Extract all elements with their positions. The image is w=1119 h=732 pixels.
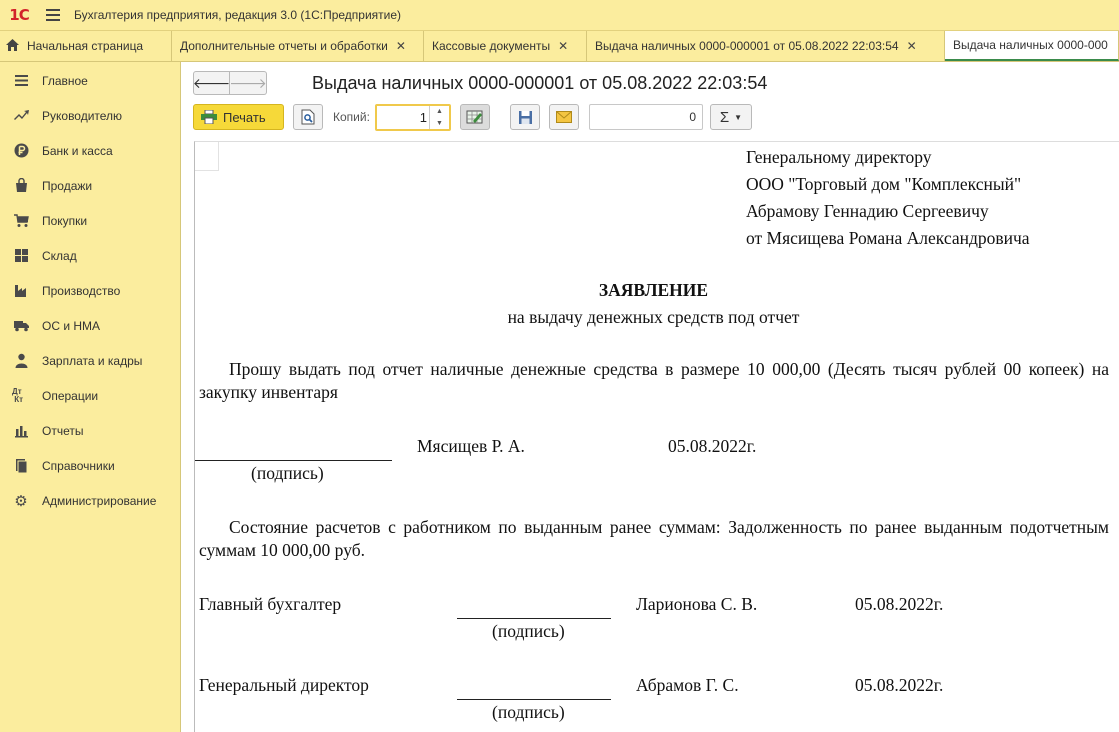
print-button-label: Печать <box>223 109 266 125</box>
app-logo[interactable] <box>0 0 38 31</box>
menu-lines-icon <box>12 72 30 90</box>
arrow-left-icon: 🡐 <box>192 74 231 91</box>
sum-mode-button[interactable] <box>710 104 752 130</box>
printer-icon <box>201 110 217 124</box>
edit-mode-button[interactable] <box>460 104 490 130</box>
sidebar-item-label: Банк и касса <box>42 143 113 158</box>
forward-button[interactable] <box>230 71 267 95</box>
addressee-block <box>746 144 1030 252</box>
books-icon <box>12 457 30 475</box>
sidebar-item-catalogs[interactable] <box>0 448 180 483</box>
applicant-signature-line <box>195 460 392 461</box>
sidebar-item-reports[interactable] <box>0 413 180 448</box>
signature-caption: (подпись) <box>492 621 565 641</box>
tab-label: Кассовые документы <box>432 39 551 53</box>
sidebar-item-bank[interactable] <box>0 133 180 168</box>
applicant-name: Мясищев Р. А. <box>417 436 525 456</box>
envelope-icon <box>556 111 572 123</box>
sidebar-item-label: Руководителю <box>42 108 123 123</box>
request-paragraph: Прошу выдать под отчет наличные денежные средства в размере 10 000,00 (Десять тысяч рублей 00 копеек) на закупку инвентаря <box>199 359 1109 402</box>
stepper-down-icon[interactable]: ▼ <box>436 119 443 127</box>
sidebar-item-warehouse[interactable] <box>0 238 180 273</box>
send-email-button[interactable] <box>549 104 579 130</box>
sidebar-item-manager[interactable] <box>0 98 180 133</box>
home-icon <box>6 39 19 54</box>
sidebar-item-label: Зарплата и кадры <box>42 353 143 368</box>
cart-icon <box>12 212 30 230</box>
print-toolbar <box>193 104 1113 131</box>
gear-icon: ⚙ <box>14 492 28 510</box>
signature-caption: (подпись) <box>492 702 565 722</box>
statement-heading: ЗАЯВЛЕНИЕ <box>598 280 709 300</box>
copies-input[interactable] <box>375 104 451 131</box>
ruble-coin-icon <box>12 142 30 160</box>
director-title: Генеральный директор <box>199 675 369 695</box>
sidebar-item-main[interactable] <box>0 63 180 98</box>
tab-cash-issue-document[interactable] <box>587 31 945 61</box>
printed-form[interactable] <box>194 141 1119 732</box>
director-name: Абрамов Г. С. <box>636 675 739 695</box>
sidebar-item-label: Склад <box>42 248 77 263</box>
sections-sidebar <box>0 62 181 732</box>
page-title: Выдача наличных 0000-000001 от 05.08.2022 22:03:54 <box>312 73 768 93</box>
sidebar-item-label: Отчеты <box>42 423 84 438</box>
copies-value: 1 <box>419 110 427 125</box>
back-button[interactable] <box>193 71 230 95</box>
tab-cash-documents[interactable] <box>424 31 587 61</box>
dropdown-arrow-icon: ▼ <box>734 112 743 122</box>
person-icon <box>12 352 30 370</box>
save-button[interactable] <box>510 104 540 130</box>
arrow-right-icon: 🡒 <box>229 74 267 91</box>
preview-icon <box>301 109 315 125</box>
chief-accountant-name: Ларионова С. В. <box>636 594 758 614</box>
sidebar-item-salary[interactable] <box>0 343 180 378</box>
copies-stepper[interactable] <box>429 106 449 129</box>
applicant-date: 05.08.2022г. <box>668 436 757 456</box>
sidebar-item-operations[interactable] <box>0 378 180 413</box>
factory-icon <box>12 282 30 300</box>
settlement-paragraph: Состояние расчетов с работником по выданным ранее суммам: Задолженность по ранее выданным подотчетным суммам 10 000,00 руб. <box>199 517 1109 560</box>
sidebar-item-label: Продажи <box>42 178 93 193</box>
tab-home[interactable] <box>0 31 172 61</box>
save-icon <box>518 110 533 125</box>
addressee-line: Абрамову Геннадию Сергеевичу <box>746 201 989 221</box>
chief-accountant-title: Главный бухгалтер <box>199 594 342 614</box>
truck-icon <box>12 317 30 335</box>
sigma-icon: Σ <box>719 108 730 126</box>
sum-field[interactable]: 0 <box>589 104 703 130</box>
tab-label: Начальная страница <box>27 39 144 53</box>
document-window <box>181 62 1119 732</box>
copies-label: Копий: <box>333 110 370 124</box>
close-icon[interactable]: ✕ <box>906 39 917 53</box>
sheet-corner-cell <box>195 142 219 171</box>
addressee-line: Генеральному директору <box>746 147 932 167</box>
warehouse-grid-icon <box>12 247 30 265</box>
addressee-line: ООО "Торговый дом "Комплексный" <box>746 174 1022 194</box>
edit-table-icon <box>466 109 484 125</box>
sidebar-item-production[interactable] <box>0 273 180 308</box>
sidebar-item-label: Покупки <box>42 213 88 228</box>
addressee-line: от Мясищева Романа Александровича <box>746 228 1030 248</box>
director-date: 05.08.2022г. <box>855 675 944 695</box>
tab-cash-issue-print[interactable] <box>945 31 1119 61</box>
tab-label: Выдача наличных 0000-000 <box>953 38 1108 52</box>
dt-kt-icon: Дт Кт <box>12 386 24 404</box>
history-nav <box>193 71 267 95</box>
main-menu-icon[interactable] <box>38 0 68 31</box>
trend-icon <box>12 107 30 125</box>
sidebar-item-label: ОС и НМА <box>42 318 101 333</box>
director-signature-line <box>457 699 611 700</box>
sidebar-item-administration[interactable] <box>0 483 180 518</box>
tab-label: Выдача наличных 0000-000001 от 05.08.2022 22:03:54 <box>595 39 899 53</box>
sidebar-item-label: Администрирование <box>42 493 157 508</box>
sidebar-item-purchases[interactable] <box>0 203 180 238</box>
open-windows-tabbar <box>0 31 1119 62</box>
sidebar-item-label: Производство <box>42 283 121 298</box>
bar-chart-icon <box>12 422 30 440</box>
close-icon[interactable]: ✕ <box>395 39 406 53</box>
preview-button[interactable] <box>293 104 323 130</box>
chief-accountant-date: 05.08.2022г. <box>855 594 944 614</box>
signature-caption: (подпись) <box>251 463 324 483</box>
print-button[interactable] <box>193 104 284 130</box>
sidebar-item-label: Справочники <box>42 458 115 473</box>
statement-subheading: на выдачу денежных средств под отчет <box>507 307 800 327</box>
close-icon[interactable]: ✕ <box>558 39 569 53</box>
sidebar-item-sales[interactable] <box>0 168 180 203</box>
chief-accountant-signature-line <box>457 618 611 619</box>
sidebar-item-label: Операции <box>42 388 99 403</box>
title-bar <box>0 0 1119 31</box>
shopping-bag-icon <box>12 177 30 195</box>
sidebar-item-fixed-assets[interactable] <box>0 308 180 343</box>
tab-label: Дополнительные отчеты и обработки <box>180 39 388 53</box>
tab-additional-reports[interactable] <box>172 31 424 61</box>
stepper-up-icon[interactable]: ▲ <box>436 108 443 116</box>
sidebar-item-label: Главное <box>42 73 88 88</box>
logo-text: 1С <box>9 6 29 24</box>
app-title: Бухгалтерия предприятия, редакция 3.0 (1С:Предприятие) <box>74 8 402 22</box>
